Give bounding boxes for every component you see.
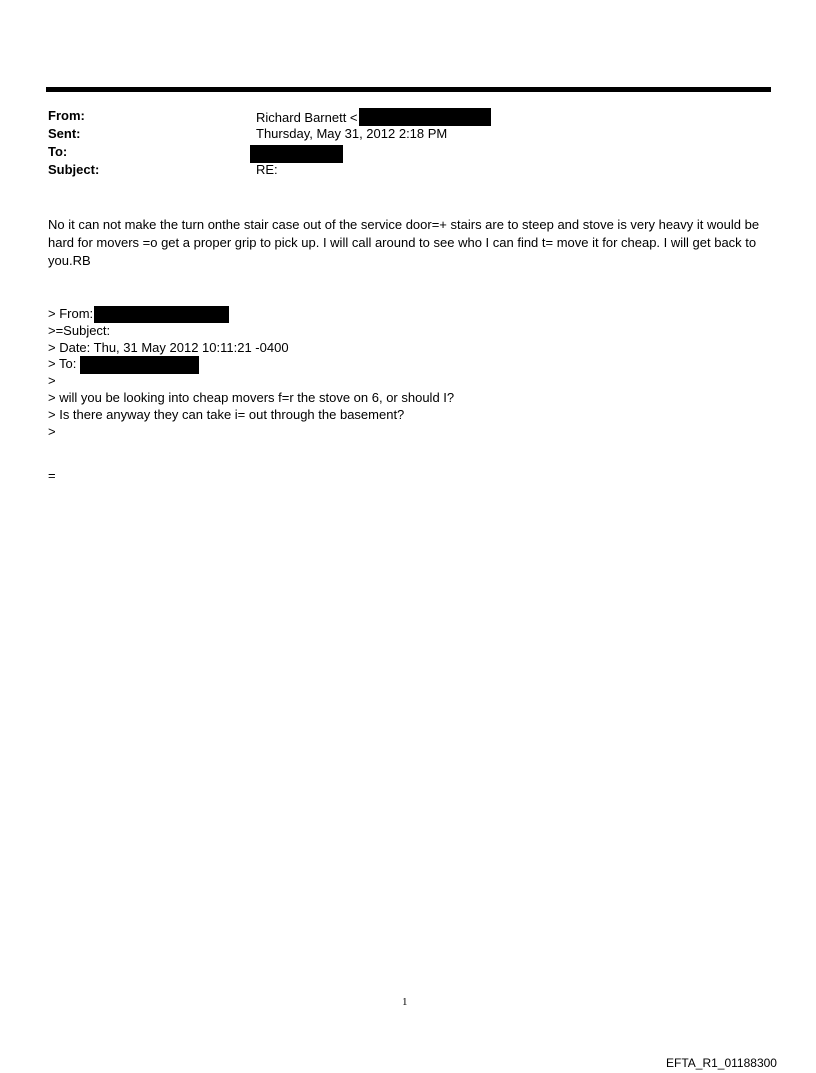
quoted-text-line: > Is there anyway they can take i= out through the basement?	[48, 406, 405, 422]
page-number: 1	[402, 996, 408, 1008]
quoted-to-line	[48, 356, 454, 373]
quoted-text-line: > will you be looking into cheap movers f=r the stove on 6, or should I?	[48, 389, 455, 405]
from-value: Richard Barnett <	[256, 109, 358, 125]
sent-label: Sent:	[48, 126, 81, 141]
quoted-date-line: > Date: Thu, 31 May 2012 10:11:21 -0400	[48, 339, 289, 355]
sent-value: Thursday, May 31, 2012 2:18 PM	[256, 126, 448, 141]
to-value-wrap	[250, 145, 343, 163]
quoted-subject-line: >=Subject:	[48, 322, 111, 338]
from-label: From:	[48, 108, 85, 123]
quoted-blank-line: >	[48, 373, 56, 389]
quoted-message	[48, 306, 454, 440]
redaction-box	[94, 306, 229, 323]
quoted-to-label: > To:	[48, 356, 77, 372]
redaction-box	[80, 356, 199, 374]
from-value-wrap	[256, 108, 491, 126]
quoted-from-line	[48, 306, 454, 323]
subject-value: RE:	[256, 162, 278, 177]
document-id-footer: EFTA_R1_01188300	[666, 1056, 777, 1070]
trailing-equals: =	[48, 468, 56, 483]
redaction-box	[250, 145, 343, 163]
header-divider	[46, 87, 771, 92]
message-body: No it can not make the turn onthe stair case out of the service door=+ stairs are to steep and stove is very heavy it would be hard for movers =o get a proper grip to pick up. I will call around to see who I can find t= move it for cheap. I will get back to you.RB	[48, 217, 760, 268]
redaction-box	[359, 108, 491, 126]
quoted-blank-line: >	[48, 423, 56, 439]
subject-label: Subject:	[48, 162, 100, 177]
to-label: To:	[48, 144, 68, 159]
quoted-from-label: > From:	[48, 306, 94, 321]
